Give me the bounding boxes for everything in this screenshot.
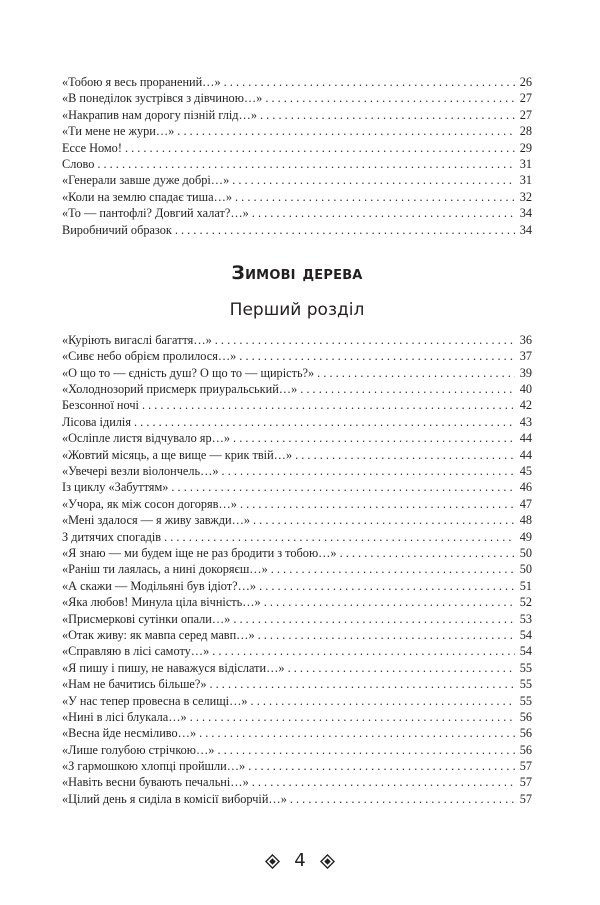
toc-entry-page: 48 (519, 513, 532, 528)
toc-entry-title: «Лише голубою стрічкою…» (62, 742, 215, 757)
toc-entry-title: «В понеділок зустрівся з дівчиною…» (62, 91, 263, 106)
toc-entry-title: «А скажи — Модільяні був ідіот?…» (62, 578, 257, 593)
toc-list-bottom (62, 332, 532, 807)
toc-entry-page: 29 (519, 140, 532, 155)
toc-entry (62, 660, 532, 676)
toc-entry-page: 28 (519, 124, 532, 139)
toc-entry-page: 55 (519, 677, 532, 692)
toc-entry-page: 55 (519, 660, 532, 675)
toc-entry (62, 222, 532, 238)
toc-entry (62, 545, 532, 561)
toc-entry (62, 561, 532, 577)
toc-entry (62, 693, 532, 709)
dot-leader (217, 742, 515, 758)
toc-entry-page: 57 (519, 791, 532, 806)
toc-entry-title: Із циклу «Забуттям» (62, 480, 169, 495)
toc-entry-page: 50 (519, 545, 532, 560)
toc-entry-page: 57 (519, 759, 532, 774)
toc-entry-page: 31 (519, 156, 532, 171)
dot-leader (300, 381, 515, 397)
toc-entry-page: 56 (519, 742, 532, 757)
toc-entry (62, 643, 532, 659)
toc-entry-page: 45 (519, 464, 532, 479)
toc-entry-page: 40 (519, 382, 532, 397)
toc-entry (62, 676, 532, 692)
toc-entry-page: 46 (519, 480, 532, 495)
toc-entry-title: «Яка любов! Минула ціла вічність…» (62, 595, 261, 610)
dot-leader (271, 561, 515, 577)
dot-leader (288, 660, 515, 676)
dot-leader (258, 627, 515, 643)
toc-entry (62, 758, 532, 774)
toc-entry (62, 140, 532, 156)
toc-entry (62, 90, 532, 106)
toc-entry-title: «Нині в лісі блукала…» (62, 709, 187, 724)
toc-entry (62, 578, 532, 594)
dot-leader (260, 107, 515, 123)
toc-entry-title: «Справляю в лісі самоту…» (62, 644, 210, 659)
toc-entry-title: «Мені здалося — я живу завжди…» (62, 513, 251, 528)
toc-entry (62, 742, 532, 758)
toc-entry-title: «Тобою я весь проранений…» (62, 75, 221, 89)
toc-entry-page: 27 (519, 91, 532, 106)
dot-leader (253, 512, 515, 528)
toc-entry (62, 205, 532, 221)
toc-entry-title: «Нам не бачитись більше?» (62, 677, 207, 692)
toc-entry-page: 44 (519, 431, 532, 446)
dot-leader (295, 447, 515, 463)
toc-entry-title: «Навіть весни бувають печальні…» (62, 775, 249, 790)
toc-entry-page: 56 (519, 709, 532, 724)
toc-entry-title: З дитячих спогадів (62, 529, 162, 544)
dot-leader (171, 479, 515, 495)
dot-leader (190, 709, 515, 725)
dot-leader (97, 156, 515, 172)
toc-entry (62, 189, 532, 205)
dot-leader (224, 74, 515, 90)
chapter-title: Перший розділ (229, 299, 365, 320)
toc-entry-title: «З гармошкою хлопці пройшли…» (62, 759, 246, 774)
toc-entry-title: «Весна йде несміливо…» (62, 726, 197, 741)
toc-entry (62, 74, 532, 90)
toc-entry (62, 709, 532, 725)
toc-entry (62, 791, 532, 807)
toc-entry-title: «Осліпле листя відчувало яр…» (62, 431, 231, 446)
toc-entry-title: «Ти мене не жури…» (62, 124, 175, 139)
toc-entry-page: 26 (519, 75, 532, 89)
toc-entry-title: «То — пантофлі? Довгий халат?…» (62, 206, 249, 221)
dot-leader (248, 758, 515, 774)
toc-entry (62, 512, 532, 528)
dot-leader (175, 222, 515, 238)
toc-entry-title: «Накрапив нам дорогу пізній глід…» (62, 107, 257, 122)
dot-leader (252, 205, 515, 221)
toc-entry-title: «Жовтий місяць, а ще вище — крик твій…» (62, 447, 293, 462)
toc-entry-page: 42 (519, 398, 532, 413)
toc-entry-page: 43 (519, 414, 532, 429)
toc-entry (62, 479, 532, 495)
toc-entry-page: 55 (519, 693, 532, 708)
toc-entry-page: 53 (519, 611, 532, 626)
toc-entry-page: 44 (519, 447, 532, 462)
toc-entry-page: 50 (519, 562, 532, 577)
toc-entry (62, 172, 532, 188)
toc-entry (62, 397, 532, 413)
toc-entry (62, 381, 532, 397)
dot-leader (240, 496, 515, 512)
dot-leader (164, 529, 515, 545)
toc-entry-title: «У нас тепер провесна в селищі…» (62, 693, 248, 708)
toc-entry (62, 774, 532, 790)
toc-entry-title: Виробничий образок (62, 222, 172, 237)
toc-entry-page: 27 (519, 107, 532, 122)
dot-leader (125, 140, 515, 156)
toc-entry-page: 57 (519, 775, 532, 790)
toc-entry (62, 123, 532, 139)
toc-entry-page: 51 (519, 578, 532, 593)
dot-leader (212, 643, 515, 659)
toc-entry-title: «Куріють вигаслі багаття…» (62, 332, 212, 347)
toc-entry-title: «Увечері везли віолончель…» (62, 464, 219, 479)
toc-entry (62, 611, 532, 627)
toc-entry-page: 54 (519, 644, 532, 659)
dot-leader (251, 693, 515, 709)
toc-entry-title: «Я пишу і пишу, не наважуся відіслати…» (62, 660, 285, 675)
dot-leader (142, 397, 515, 413)
toc-entry-title: «Присмеркові сутінки опали…» (62, 611, 231, 626)
diamond-ornament-icon (320, 854, 335, 869)
dot-leader (199, 725, 515, 741)
toc-page (62, 74, 532, 807)
toc-entry-page: 56 (519, 726, 532, 741)
toc-entry-title: «Холоднозорий присмерк приуральський…» (62, 382, 298, 397)
toc-entry-page: 34 (519, 222, 532, 237)
toc-entry-page: 52 (519, 595, 532, 610)
toc-entry (62, 414, 532, 430)
toc-entry (62, 447, 532, 463)
toc-entry-page: 32 (519, 189, 532, 204)
toc-entry-page: 36 (519, 332, 532, 347)
dot-leader (235, 189, 515, 205)
toc-entry-title: «Цілий день я сиділа в комісії виборчій…» (62, 791, 287, 806)
dot-leader (233, 611, 515, 627)
dot-leader (317, 365, 515, 381)
dot-leader (239, 348, 515, 364)
dot-leader (134, 414, 515, 430)
toc-entry (62, 430, 532, 446)
toc-entry-title: «Раніш ти лаялась, а нині докоряєш…» (62, 562, 268, 577)
toc-list-top (62, 74, 532, 238)
dot-leader (215, 332, 515, 348)
toc-entry (62, 496, 532, 512)
toc-entry (62, 627, 532, 643)
toc-entry (62, 156, 532, 172)
toc-entry (62, 594, 532, 610)
toc-entry-page: 49 (519, 529, 532, 544)
toc-entry-title: «О що то — єдність душ? О що то — щирість?» (62, 365, 315, 380)
toc-entry-page: 37 (519, 349, 532, 364)
toc-entry-page: 31 (519, 173, 532, 188)
toc-entry-title: Безсонної ночі (62, 398, 139, 413)
toc-entry-title: Слово (62, 156, 95, 171)
dot-leader (264, 594, 515, 610)
toc-entry-page: 34 (519, 206, 532, 221)
toc-entry (62, 348, 532, 364)
dot-leader (222, 463, 515, 479)
diamond-ornament-icon (265, 854, 280, 869)
dot-leader (252, 774, 515, 790)
toc-entry (62, 107, 532, 123)
page-number: 4 (294, 850, 306, 871)
dot-leader (210, 676, 516, 692)
dot-leader (177, 123, 515, 139)
section-title: Зимові дерева (231, 261, 363, 284)
toc-entry (62, 529, 532, 545)
toc-entry-page: 54 (519, 627, 532, 642)
toc-entry (62, 332, 532, 348)
page-footer (0, 851, 600, 871)
toc-entry (62, 725, 532, 741)
dot-leader (233, 430, 515, 446)
toc-entry-title: «Коли на землю спадає тиша…» (62, 189, 233, 204)
dot-leader (290, 791, 515, 807)
toc-entry (62, 463, 532, 479)
toc-entry-title: «Генерали завше дуже добрі…» (62, 173, 230, 188)
dot-leader (259, 578, 515, 594)
dot-leader (232, 172, 515, 188)
toc-entry-title: Ессе Номо! (62, 140, 122, 155)
dot-leader (265, 90, 515, 106)
toc-entry-title: «Я знаю — ми будем іще не раз бродити з тобою…» (62, 545, 337, 560)
toc-entry-title: Лісова ідилія (62, 414, 132, 429)
toc-entry-title: «Отак живу: як мавпа серед мавп…» (62, 627, 255, 642)
toc-entry-title: «Учора, як між сосон догоряв…» (62, 496, 237, 511)
toc-entry-page: 39 (519, 365, 532, 380)
toc-entry-page: 47 (519, 496, 532, 511)
toc-entry (62, 365, 532, 381)
toc-entry-title: «Сивє небо обрієм пролилося…» (62, 349, 237, 364)
dot-leader (340, 545, 515, 561)
